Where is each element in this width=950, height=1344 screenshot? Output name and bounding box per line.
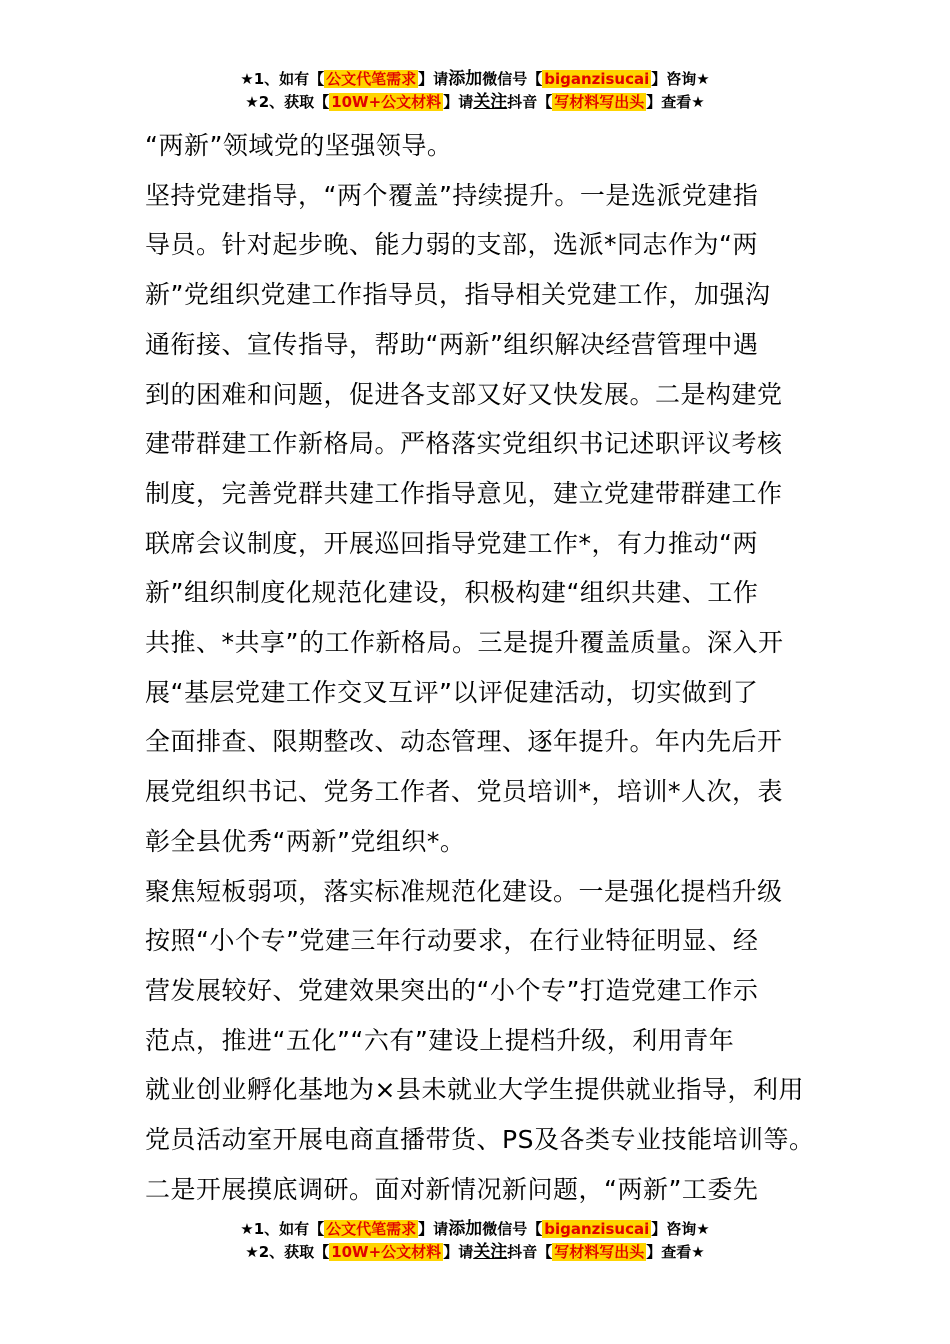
banner-line-1 [0, 68, 950, 91]
banner-emphasis: 关注 [473, 1242, 508, 1262]
banner-emphasis: 关注 [473, 92, 508, 112]
banner-text: ★2、获取【 [245, 1243, 330, 1261]
body-line: 共推、*共享”的工作新格局。三是提升覆盖质量。深入开 [145, 628, 784, 658]
body-line: 导员。针对起步晚、能力弱的支部，选派*同志作为“两 [145, 230, 758, 260]
banner-highlight: 10W+公文材料 [331, 93, 442, 111]
banner-text: 抖音【 [507, 93, 553, 111]
body-line: 坚持党建指导，“两个覆盖”持续提升。一是选派党建指 [145, 180, 759, 210]
body-line: 营发展较好、党建效果突出的“小个专”打造党建工作示 [145, 975, 759, 1005]
body-line: “两新”领域党的坚强领导。 [145, 131, 453, 160]
banner-highlight: 公文代笔需求 [326, 70, 417, 88]
footer-banner [0, 1218, 950, 1264]
banner-text: 】请 [418, 1220, 449, 1238]
body-line: 到的困难和问题，促进各支部又好又快发展。二是构建党 [145, 379, 783, 409]
banner-text: 微信号【 [482, 70, 543, 88]
body-line: 聚焦短板弱项，落实标准规范化建设。一是强化提档升级 [145, 876, 783, 906]
banner-text: ★2、获取【 [245, 93, 330, 111]
document-body [145, 121, 815, 1214]
banner-text: 】咨询★ [651, 70, 710, 88]
banner-wechat-id: biganzisucai [544, 1220, 650, 1238]
banner-text: ★1、如有【 [240, 1220, 325, 1238]
banner-line-2 [0, 91, 950, 114]
banner-text: 】请 [443, 1243, 474, 1261]
body-line: 建带群建工作新格局。严格落实党组织书记述职评议考核 [145, 429, 783, 459]
body-line: 范点，推进“五化”“六有”建设上提档升级，利用青年 [145, 1025, 735, 1055]
banner-douyin-id: 写材料写出头 [554, 93, 645, 111]
banner-emphasis: 添加 [448, 1219, 483, 1239]
banner-text: 】请 [443, 93, 474, 111]
banner-text: 】请 [418, 70, 449, 88]
body-line: 按照“小个专”党建三年行动要求，在行业特征明显、经 [145, 926, 759, 956]
body-line: 党员活动室开展电商直播带货、PS及各类专业技能培训等。 [145, 1125, 815, 1155]
body-line: 新”组织制度化规范化建设，积极构建“组织共建、工作 [145, 578, 759, 608]
body-line: 制度，完善党群共建工作指导意见，建立党建带群建工作 [145, 478, 783, 508]
banner-text: 抖音【 [507, 1243, 553, 1261]
banner-text: ★1、如有【 [240, 70, 325, 88]
banner-douyin-id: 写材料写出头 [554, 1243, 645, 1261]
body-line: 展“基层党建工作交叉互评”以评促建活动，切实做到了 [145, 677, 759, 707]
body-line: 就业创业孵化基地为×县未就业大学生提供就业指导，利用 [145, 1075, 804, 1105]
banner-text: 】咨询★ [651, 1220, 710, 1238]
banner-text: 】查看★ [646, 1243, 705, 1261]
banner-text: 微信号【 [482, 1220, 543, 1238]
body-line: 新”党组织党建工作指导员，指导相关党建工作，加强沟 [145, 280, 771, 310]
body-line: 展党组织书记、党务工作者、党员培训*，培训*人次，表 [145, 777, 784, 807]
banner-highlight: 公文代笔需求 [326, 1220, 417, 1238]
header-banner [0, 68, 950, 114]
body-line: 通衔接、宣传指导，帮助“两新”组织解决经营管理中遇 [145, 329, 759, 359]
banner-wechat-id: biganzisucai [544, 70, 650, 88]
banner-line-2 [0, 1241, 950, 1264]
body-line: 全面排查、限期整改、动态管理、逐年提升。年内先后开 [145, 727, 783, 757]
body-line: 二是开展摸底调研。面对新情况新问题，“两新”工委先 [145, 1174, 759, 1204]
body-line: 彰全县优秀“两新”党组织*。 [145, 826, 466, 856]
banner-emphasis: 添加 [448, 69, 483, 89]
banner-line-1 [0, 1218, 950, 1241]
banner-highlight: 10W+公文材料 [331, 1243, 442, 1261]
banner-text: 】查看★ [646, 93, 705, 111]
body-line: 联席会议制度，开展巡回指导党建工作*，有力推动“两 [145, 528, 758, 558]
